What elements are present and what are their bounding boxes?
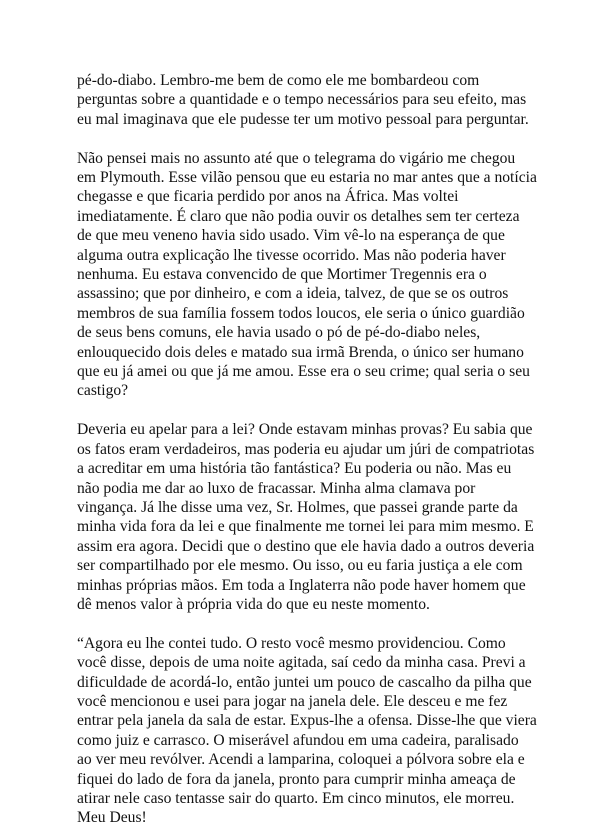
- paragraph: Deveria eu apelar para a lei? Onde estavam minhas provas? Eu sabia que os fatos eram verdadeiros, mas poderia eu ajudar um júri de compatriotas a acreditar em uma história tão fantástica? Eu poderia ou não. Mas eu não podia me dar ao luxo de fracassar. Minha alma clamava por vingança. Já lhe disse uma vez, Sr. Holmes, que passei grande parte da minha vida fora da lei e que finalmente me tornei lei para mim mesmo. E assim era agora. Decidi que o destino que ele havia dado a outros deveria ser compartilhado por ele mesmo. Ou isso, ou eu faria justiça a ele com minhas próprias mãos. Em toda a Inglaterra não pode haver homem que dê menos valor à própria vida do que eu neste momento.: [77, 421, 535, 613]
- paragraph: Não pensei mais no assunto até que o telegrama do vigário me chegou em Plymouth. Esse vilão pensou que eu estaria no mar antes que a notícia chegasse e que ficaria perdido por anos na África. Mas voltei imediatamente. É claro que não podia ouvir os detalhes sem ter certeza de que meu veneno havia sido usado. Vim vê-lo na esperança de que alguma outra explicação lhe tivesse ocorrido. Mas não poderia haver nenhuma. Eu estava convencido de que Mortimer Tregennis era o assassino; que por dinheiro, e com a ideia, talvez, de que se os outros membros de sua família fossem todos loucos, ele seria o único guardião de seus bens comuns, ele havia usado o pó de pé-do-diabo neles, enlouquecido dois deles e matado sua irmã Brenda, o único ser humano que eu já amei ou que já me amou. Esse era o seu crime; qual seria o seu castigo?: [77, 149, 537, 400]
- document-body: [77, 71, 537, 828]
- paragraph: “Agora eu lhe contei tudo. O resto você mesmo providenciou. Como você disse, depois de uma noite agitada, saí cedo da minha casa. Previ a dificuldade de acordá-lo, então juntei um pouco de cascalho da pilha que você mencionou e usei para jogar na janela dele. Ele desceu e me fez entrar pela janela da sala de estar. Expus-lhe a ofensa. Disse-lhe que viera como juiz e carrasco. O miserável afundou em uma cadeira, paralisado ao ver meu revólver. Acendi a lamparina, coloquei a pólvora sobre ela e fiquei do lado de fora da janela, pronto para cumprir minha ameaça de atirar nele caso tentasse sair do quarto. Em cinco minutos, ele morreu. Meu Deus!: [77, 634, 537, 827]
- paragraph: pé-do-diabo. Lembro-me bem de como ele me bombardeou com perguntas sobre a quantidade e o tempo necessários para seu efeito, mas eu mal imaginava que ele pudesse ter um motivo pessoal para perguntar.: [77, 72, 529, 128]
